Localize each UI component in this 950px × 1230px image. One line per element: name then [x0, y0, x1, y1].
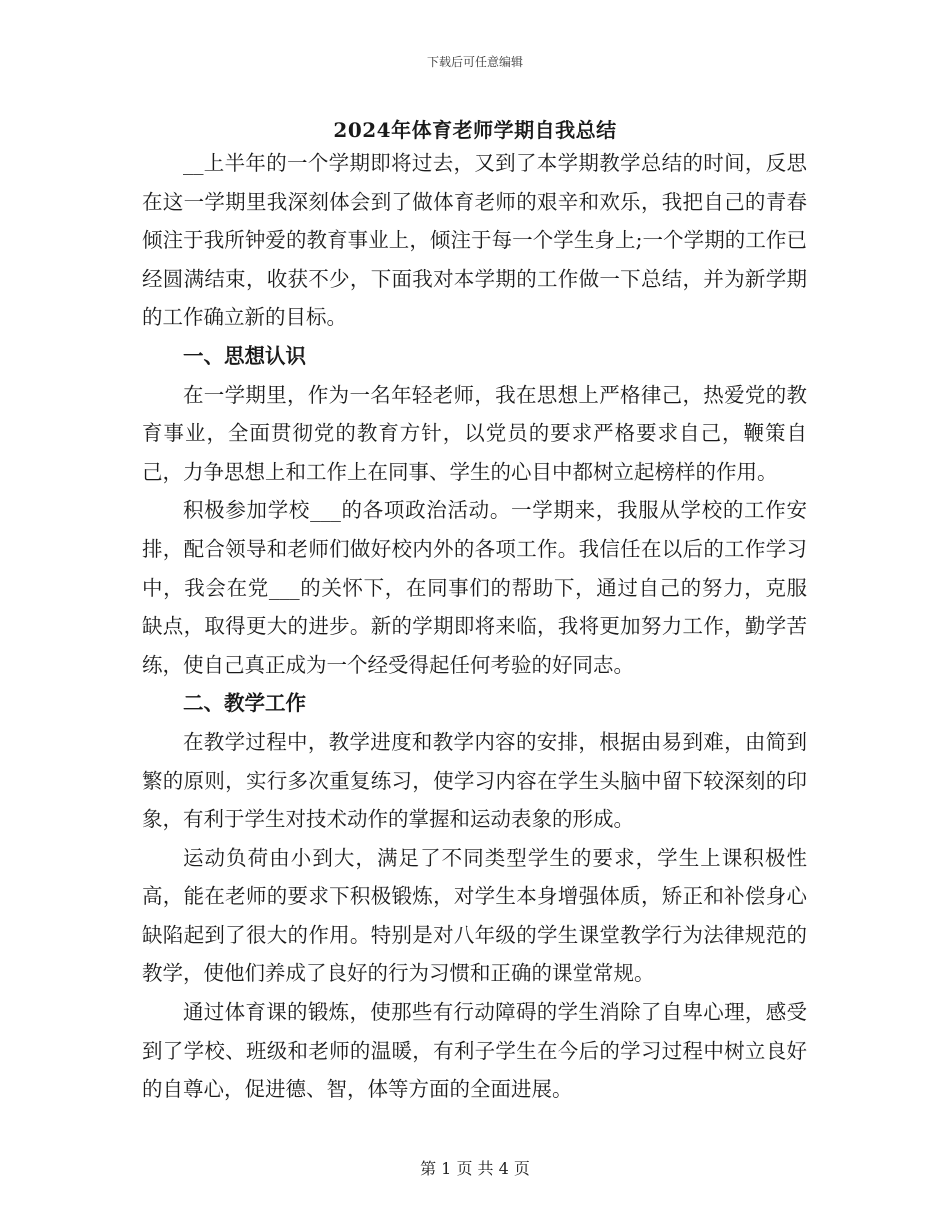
paragraph: 通过体育课的锻炼，使那些有行动障碍的学生消除了自卑心理，感受到了学校、班级和老师的温暖，有利子学生在今后的学习过程中树立良好的自尊心，促进德、智，体等方面的全面进展。	[142, 1000, 807, 1102]
paragraph: 积极参加学校___的各项政治活动。一学期来，我服从学校的工作安排，配合领导和老师们做好校内外的各项工作。我信任在以后的工作学习中，我会在党___的关怀下，在同事们的帮助下，通过自己的努力，克服缺点，取得更大的进步。新的学期即将来临，我将更加努力工作，勤学苦练，使自己真正成为一个经受得起任何考验的好同志。	[142, 498, 807, 677]
document-title: 2024年体育老师学期自我总结	[333, 118, 617, 142]
paragraph: 在一学期里，作为一名年轻老师，我在思想上严格律己，热爱党的教育事业，全面贯彻党的教育方针，以党员的要求严格要求自己，鞭策自己，力争思想上和工作上在同事、学生的心目中都树立起榜样的作用。	[142, 382, 807, 484]
section-heading-teaching: 二、教学工作	[183, 691, 306, 716]
paragraph: 在教学过程中，教学进度和教学内容的安排，根据由易到难，由简到繁的原则，实行多次重复练习，使学习内容在学生头脑中留下较深刻的印象，有利于学生对技术动作的掌握和运动表象的形成。	[142, 729, 807, 832]
page-number: 第 1 页 共 4 页	[420, 1159, 530, 1178]
section-heading-thought: 一、思想认识	[183, 343, 306, 368]
paragraph-intro: __上半年的一个学期即将过去，又到了本学期教学总结的时间，反思在这一学期里我深刻体会到了做体育老师的艰辛和欢乐，我把自己的青春倾注于我所钟爱的教育事业上，倾注于每一个学生身上;一个学期的工作已经圆满结束，收获不少，下面我对本学期的工作做一下总结，并为新学期的工作确立新的目标。	[142, 151, 807, 330]
header-note: 下载后可任意编辑	[426, 55, 523, 69]
paragraph: 运动负荷由小到大，满足了不同类型学生的要求，学生上课积极性高，能在老师的要求下积极锻炼，对学生本身增强体质，矫正和补偿身心缺陷起到了很大的作用。特别是对八年级的学生课堂教学行为法律规范的教学，使他们养成了良好的行为习惯和正确的课堂常规。	[142, 845, 807, 986]
document-body	[142, 144, 807, 1109]
